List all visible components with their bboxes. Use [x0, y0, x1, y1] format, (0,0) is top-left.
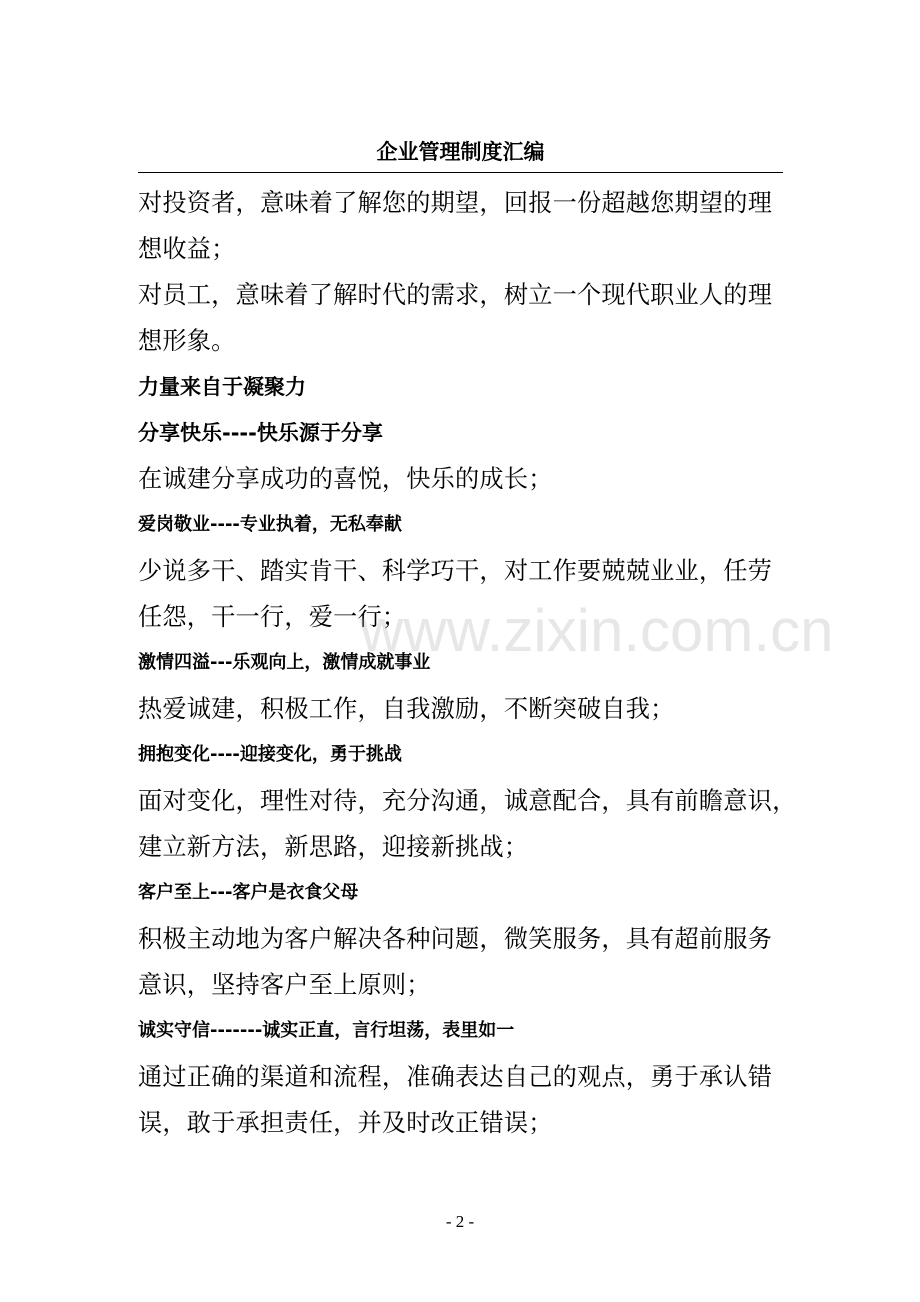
- section-heading-change: 拥抱变化----迎接变化，勇于挑战: [138, 744, 402, 765]
- page-header: [138, 132, 783, 173]
- paragraph-line: 想形象。: [138, 327, 236, 355]
- page-header-title: 企业管理制度汇编: [376, 140, 545, 164]
- paragraph-share: [138, 456, 788, 502]
- paragraph-integrity: [138, 1054, 788, 1146]
- section-heading-customer: 客户至上---客户是衣食父母: [138, 882, 359, 903]
- paragraph-line: 热爱诚建，积极工作，自我激励，不断突破自我；: [138, 695, 675, 723]
- paragraph-passion: [138, 686, 788, 732]
- paragraph-change: [138, 778, 797, 870]
- paragraph-line: 建立新方法，新思路，迎接新挑战；: [138, 833, 529, 861]
- document-body: [138, 180, 797, 1146]
- paragraph-dedication: [138, 548, 788, 640]
- page-number: - 2 -: [445, 1212, 475, 1231]
- section-heading-cohesion: 力量来自于凝聚力: [138, 375, 306, 399]
- paragraph-line: 任怨，干一行，爱一行；: [138, 603, 407, 631]
- paragraph-line: 面对变化，理性对待，充分沟通，诚意配合，具有前瞻意识，: [138, 787, 797, 815]
- section-heading-dedication: 爱岗敬业----专业执着，无私奉献: [138, 514, 402, 535]
- paragraph-line: 意识，坚持客户至上原则；: [138, 971, 431, 999]
- paragraph-line: 误，敢于承担责任，并及时改正错误；: [138, 1109, 553, 1137]
- paragraph-line: 通过正确的渠道和流程，准确表达自己的观点，勇于承认错: [138, 1063, 773, 1091]
- paragraph-line: 积极主动地为客户解决各种问题，微笑服务，具有超前服务: [138, 925, 773, 953]
- paragraph-employees: [138, 272, 788, 364]
- section-heading-integrity: 诚实守信-------诚实正直，言行坦荡，表里如一: [138, 1020, 515, 1041]
- paragraph-line: 少说多干、踏实肯干、科学巧干，对工作要兢兢业业，任劳: [138, 557, 773, 585]
- section-heading-passion: 激情四溢---乐观向上，激情成就事业: [138, 652, 431, 673]
- paragraph-line: 对员工，意味着了解时代的需求，树立一个现代职业人的理: [138, 281, 773, 309]
- paragraph-line: 想收益；: [138, 235, 236, 263]
- paragraph-line: 在诚建分享成功的喜悦，快乐的成长；: [138, 465, 553, 493]
- paragraph-customer: [138, 916, 788, 1008]
- watermark: www.zixin.com.cn: [360, 597, 834, 664]
- section-heading-share: 分享快乐----快乐源于分享: [138, 421, 383, 445]
- paragraph-investors: [138, 180, 788, 272]
- paragraph-line: 对投资者，意味着了解您的期望，回报一份超越您期望的理: [138, 189, 773, 217]
